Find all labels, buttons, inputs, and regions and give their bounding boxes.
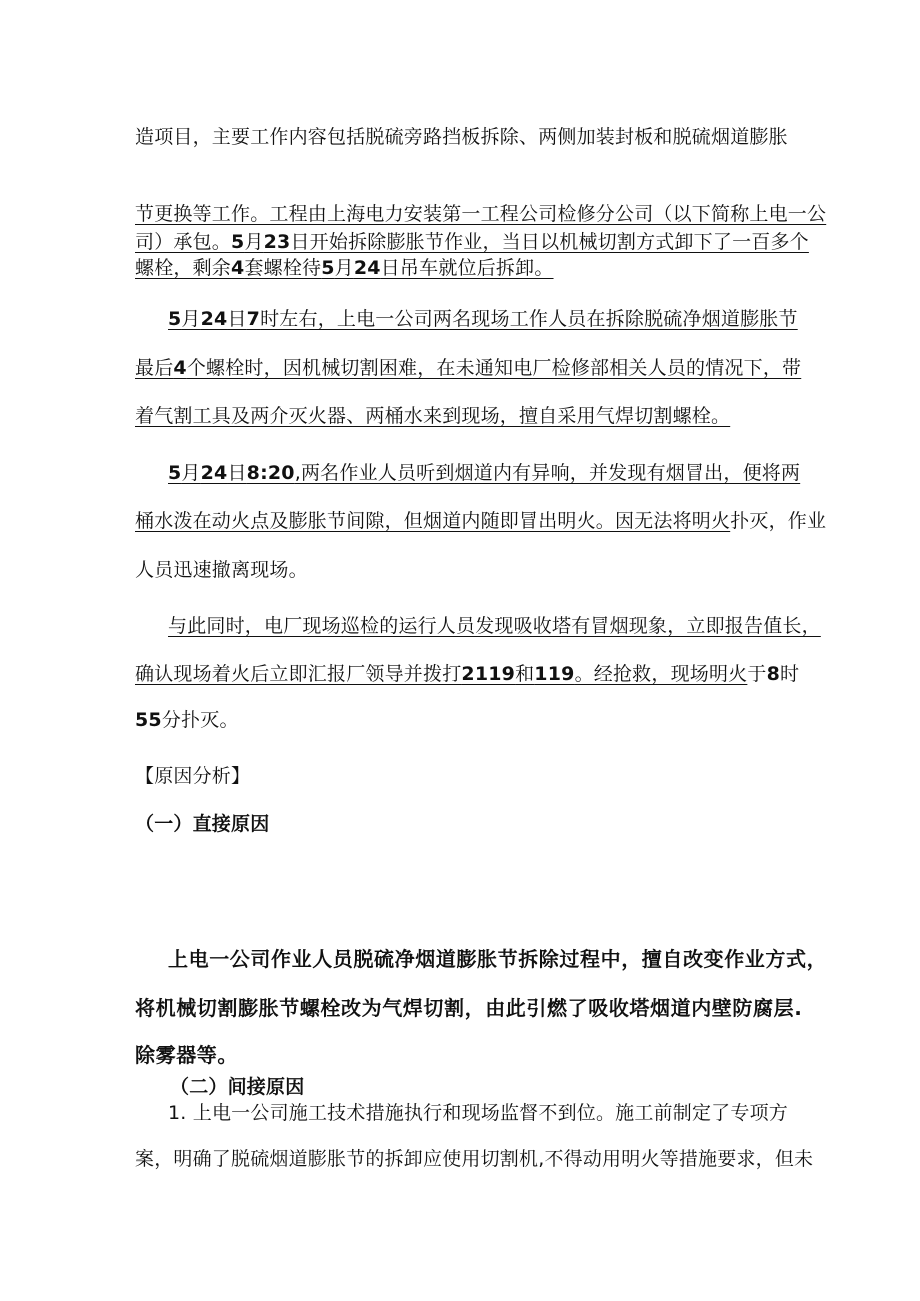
text: 分扑灭。 bbox=[161, 709, 239, 731]
text: 5 bbox=[168, 462, 182, 484]
text: 1. 上电一公司施工技术措施执行和现场监督不到位。施工前制定了专项方 bbox=[168, 1102, 788, 1124]
text-line bbox=[168, 613, 821, 639]
text: 月 bbox=[181, 462, 201, 484]
text: 月 bbox=[181, 308, 201, 330]
text-line bbox=[168, 1100, 788, 1126]
text: 上电一公司作业人员脱硫净烟道膨胀节拆除过程中，擅自改变作业方式， bbox=[168, 947, 828, 971]
text-line bbox=[135, 707, 239, 733]
text: 5 bbox=[168, 308, 182, 330]
text: （一）直接原因 bbox=[135, 813, 270, 835]
text: 4 bbox=[173, 357, 187, 379]
text-line bbox=[168, 946, 827, 972]
text: （二）间接原因 bbox=[170, 1076, 305, 1098]
text: 于 bbox=[747, 663, 767, 685]
text: 8 bbox=[766, 663, 780, 685]
text: 7 bbox=[246, 308, 261, 330]
text: 【原因分析】 bbox=[135, 765, 251, 787]
text: 时 bbox=[780, 663, 800, 685]
text: 月 bbox=[244, 231, 264, 253]
text-line bbox=[135, 355, 801, 381]
text-line bbox=[135, 508, 826, 534]
text: 着气割工具及两介灭火器、两桶水来到现场，擅自采用气焊切割螺栓。 bbox=[135, 405, 731, 427]
text: 月 bbox=[334, 257, 354, 279]
text: 4 bbox=[231, 257, 245, 279]
text: 除雾器等。 bbox=[135, 1043, 238, 1067]
text-line bbox=[135, 201, 826, 227]
text: 桶水泼在动火点及膨胀节间隙，但烟道内随即冒出明火。因无法将明火 bbox=[135, 510, 731, 532]
text: 日 bbox=[227, 462, 247, 484]
text: 扑灭，作业 bbox=[730, 510, 827, 532]
text-line bbox=[135, 661, 799, 687]
text: 8:20 bbox=[246, 462, 295, 484]
text-line bbox=[135, 124, 788, 150]
text: 造项目，主要工作内容包括脱硫旁路挡板拆除、两侧加装封板和脱硫烟道膨胀 bbox=[135, 126, 788, 148]
subsection-heading bbox=[135, 811, 269, 837]
text: 日 bbox=[227, 308, 247, 330]
text: 日开始拆除膨胀节作业，当日以机械切割方式卸下了一百多个 bbox=[290, 231, 809, 253]
text: 节更换等工作。工程由上海电力安装第一工程公司检修分公司（以下简称上电一公 bbox=[135, 203, 827, 225]
text: 日吊车就位后拆卸。 bbox=[380, 257, 554, 279]
text: 将机械切割膨胀节螺栓改为气焊切割，由此引燃了吸收塔烟道内壁防腐层. bbox=[135, 996, 803, 1020]
text: 24 bbox=[200, 308, 228, 330]
text: 螺栓，剩余 bbox=[135, 257, 232, 279]
text: 55 bbox=[135, 709, 162, 731]
text: 24 bbox=[353, 257, 381, 279]
text: 和 bbox=[515, 663, 535, 685]
text: 2119 bbox=[461, 663, 516, 685]
text-line bbox=[135, 1146, 813, 1172]
text: 确认现场着火后立即汇报厂领导并拨打 bbox=[135, 663, 462, 685]
text: 案，明确了脱硫烟道膨胀节的拆卸应使用切割机,不得动用明火等措施要求，但未 bbox=[135, 1148, 814, 1170]
text-line bbox=[135, 557, 308, 583]
text: 。经抢救，现场明火 bbox=[574, 663, 748, 685]
text-line bbox=[135, 255, 554, 281]
text: 人员迅速撤离现场。 bbox=[135, 559, 308, 581]
text-line bbox=[135, 995, 802, 1021]
text: 套螺栓待 bbox=[244, 257, 322, 279]
text: ,两名作业人员听到烟道内有异响，并发现有烟冒出，便将两 bbox=[294, 462, 801, 484]
text: 司）承包。 bbox=[135, 231, 232, 253]
text: 23 bbox=[263, 231, 291, 253]
text: 个螺栓时，因机械切割困难，在未通知电厂检修部相关人员的情况下，带 bbox=[186, 357, 802, 379]
text-line bbox=[168, 306, 798, 332]
text: 最后 bbox=[135, 357, 174, 379]
text-line bbox=[135, 403, 730, 429]
text-line bbox=[135, 1042, 238, 1068]
text: 与此同时，电厂现场巡检的运行人员发现吸收塔有冒烟现象，立即报告值长， bbox=[168, 615, 821, 637]
text: 119 bbox=[534, 663, 575, 685]
section-heading bbox=[135, 763, 250, 789]
text-line bbox=[135, 229, 809, 255]
subsection-heading bbox=[170, 1074, 304, 1100]
text: 5 bbox=[231, 231, 245, 253]
text: 5 bbox=[321, 257, 335, 279]
text: 24 bbox=[200, 462, 228, 484]
text: 时左右，上电一公司两名现场工作人员在拆除脱硫净烟道膨胀节 bbox=[260, 308, 798, 330]
text-line bbox=[168, 460, 800, 486]
